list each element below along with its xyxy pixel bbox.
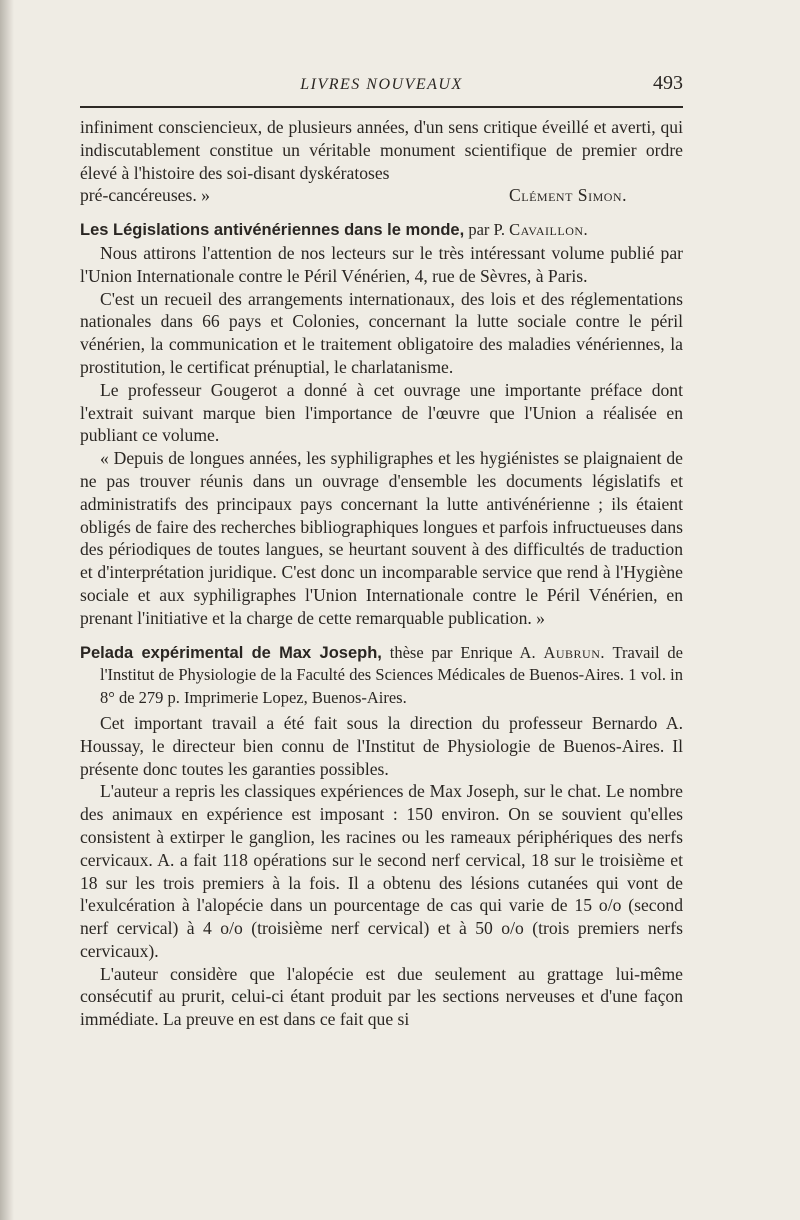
entry-byline-prefix: par P.: [468, 220, 505, 240]
entry-heading-pelada: [80, 642, 683, 710]
entry-title-legislations: Les Législations antivénériennes dans le monde,: [80, 221, 465, 240]
page-number: 493: [653, 72, 683, 94]
intro-paragraph: [80, 116, 683, 184]
page-header: [80, 72, 683, 102]
entry-details: Travail de l'Institut de Physiologie de la Faculté des Sciences Médicales de Buenos-Aires. 1 vol. in 8° de 279 p. Imprimerie Lopez, Buenos-Aires.: [100, 642, 684, 708]
page-body: [80, 116, 683, 1031]
entry-author-aubrun: Aubrun.: [543, 642, 605, 662]
paragraph: L'auteur considère que l'alopécie est due seulement au grattage lui-même consécutif au prurit, celui-ci étant produit par les sections nerveuses et d'une façon immédiate. La preuve en est dans ce fait que si: [80, 963, 683, 1030]
intro-last-line: pré-cancéreuses. »: [80, 185, 210, 206]
paragraph: Le professeur Gougerot a donné à cet ouvrage une importante préface dont l'extrait suivant marque bien l'importance de l'œuvre que l'Union a réalisée en publiant ce volume.: [80, 379, 683, 446]
quotation-paragraph: « Depuis de longues années, les syphiligraphes et les hygiénistes se plaignaient de ne pas trouver réunis dans un ouvrage d'ensemble les documents législatifs et administratifs des principaux pays concernant la lutte antivénérienne ; ils étaient obligés de faire des recherches bibliographiques longues et parfois infructueuses dans des périodiques de toutes langues, se heurtant souvent à des difficultés de traduction et d'interprétation juridique. C'est donc un incomparable service que rend à l'Hygiène sociale et aux syphiligraphes l'Union Internationale contre le Péril Vénérien, en prenant l'initiative et la charge de cette remarquable publication. »: [80, 448, 683, 628]
intro-signature-line: [80, 184, 683, 207]
entry-heading-legislations: [80, 219, 683, 242]
intro-signature: Clément Simon.: [509, 185, 627, 206]
paragraph: Nous attirons l'attention de nos lecteurs sur le très intéressant volume publié par l'Union Internationale contre le Péril Vénérien, 4, rue de Sèvres, à Paris.: [80, 242, 683, 286]
entry-byline-prefix: thèse par Enrique A.: [389, 642, 536, 662]
entry-title-pelada: Pelada expérimental de Max Joseph,: [80, 643, 382, 662]
paragraph: C'est un recueil des arrangements internationaux, des lois et des réglementations nationales dans 66 pays et Colonies, concernant la lutte sociale contre le péril vénérien, la communication et le traitement obligatoire des maladies vénériennes, la prostitution, le certificat prénuptial, le charlatanisme.: [80, 288, 683, 377]
page-edge-shadow: [0, 0, 14, 1220]
paragraph: Cet important travail a été fait sous la direction du professeur Bernardo A. Houssay, le directeur bien connu de l'Institut de Physiologie de Buenos-Aires. Il présente donc toutes les garanties possibles.: [80, 712, 683, 779]
entry-author-cavaillon: Cavaillon.: [509, 220, 589, 240]
paragraph: L'auteur a repris les classiques expériences de Max Joseph, sur le chat. Le nombre des animaux en expérience est imposant : 150 environ. On se souvient qu'elles consistent à extirper le ganglion, les racines ou les rameaux périphériques des nerfs cervicaux. A. a fait 118 opérations sur le second nerf cervical, 18 sur le troisième et 18 sur les trois premiers à la fois. Il a obtenu des lésions cutanées qui vont de l'exulcération à l'alopécie dans un pourcentage de cas qui varie de 15 o/o (second nerf cervical) à 4 o/o (troisième nerf cervical) et à 50 o/o (trois premiers nerfs cervicaux).: [80, 781, 683, 961]
intro-text: infiniment consciencieux, de plusieurs années, d'un sens critique éveillé et averti, qui indiscutablement constitue un véritable monument scientifique de premier ordre élevé à l'histoire des soi-disant dyskératoses: [80, 117, 683, 183]
header-rule: [80, 106, 683, 108]
running-title: LIVRES NOUVEAUX: [300, 76, 463, 93]
